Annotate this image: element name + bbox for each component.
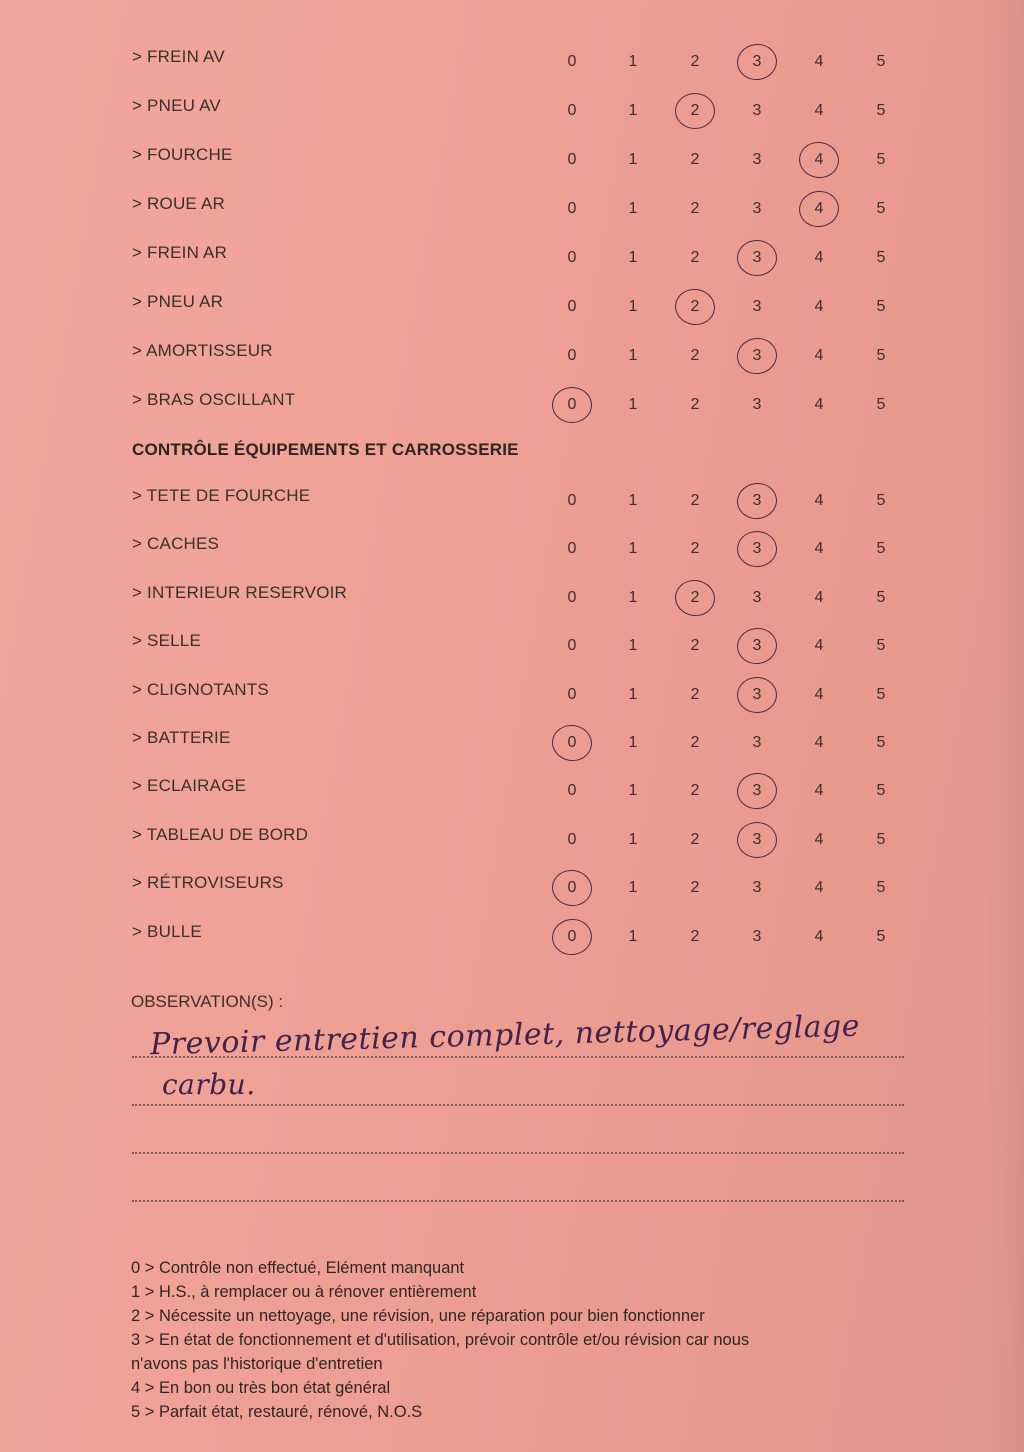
checklist-row (0, 533, 886, 565)
checklist-row (0, 921, 886, 953)
rating-score: 0 (567, 830, 577, 848)
observation-line (132, 1056, 904, 1058)
rating-score: 2 (690, 298, 700, 315)
handwritten-circle-mark (735, 771, 780, 812)
checklist-row (0, 193, 886, 225)
rating-score: 0 (567, 637, 577, 655)
checklist-item-label: > PNEU AR (132, 292, 224, 311)
rating-score: 4 (814, 151, 824, 168)
rating-score: 5 (876, 782, 886, 800)
rating-score: 1 (628, 102, 638, 119)
rating-score: 3 (752, 927, 762, 945)
rating-score: 5 (876, 200, 886, 217)
rating-score: 0 (567, 249, 577, 266)
rating-score: 3 (752, 102, 762, 119)
legend-line: 3 > En état de fonctionnement et d'utilisation, prévoir contrôle et/ou révision car nous (131, 1331, 750, 1349)
rating-score: 3 (752, 492, 762, 509)
rating-score: 0 (567, 200, 577, 217)
handwritten-circle-mark (552, 387, 592, 423)
rating-score: 1 (628, 637, 638, 655)
handwritten-circle-mark (735, 335, 780, 376)
checklist-item-label: > CLIGNOTANTS (132, 679, 269, 699)
checklist-row (0, 389, 886, 421)
rating-score: 2 (690, 200, 700, 217)
rating-score: 5 (876, 53, 886, 70)
rating-score: 4 (814, 249, 824, 266)
rating-score: 4 (814, 298, 824, 315)
handwritten-circle-mark (735, 626, 780, 667)
rating-score: 5 (876, 298, 886, 315)
rating-score: 5 (876, 151, 886, 168)
legend-line: 2 > Nécessite un nettoyage, une révision, une réparation pour bien fonctionner (131, 1307, 705, 1325)
rating-score: 0 (567, 927, 577, 945)
rating-score: 3 (752, 151, 762, 168)
rating-score: 5 (876, 637, 886, 655)
observation-line (132, 1152, 904, 1154)
checklist-item-label: > CACHES (132, 534, 220, 554)
rating-score: 0 (567, 588, 577, 606)
rating-score: 2 (690, 53, 700, 70)
handwritten-circle-mark (673, 577, 718, 618)
rating-score: 0 (567, 347, 577, 364)
checklist-row (0, 485, 886, 517)
rating-score: 2 (690, 249, 700, 266)
rating-score: 1 (628, 298, 638, 315)
rating-score: 3 (752, 637, 762, 655)
observation-line (132, 1200, 904, 1202)
checklist-item-label: > RÉTROVISEURS (132, 873, 284, 893)
rating-score: 3 (752, 685, 762, 703)
rating-score: 1 (628, 151, 638, 168)
rating-score: 1 (628, 830, 638, 848)
checklist-row (0, 582, 886, 614)
rating-score: 2 (690, 540, 700, 558)
rating-score: 4 (814, 879, 824, 897)
checklist-item-label: > FREIN AR (132, 243, 228, 262)
rating-score: 5 (876, 492, 886, 509)
checklist-row (0, 727, 886, 759)
rating-score: 1 (628, 396, 638, 413)
rating-score: 1 (628, 927, 638, 945)
rating-score: 4 (814, 396, 824, 413)
handwritten-circle-mark (797, 188, 842, 229)
rating-score: 3 (752, 734, 762, 751)
rating-score: 4 (814, 927, 824, 945)
rating-score: 4 (814, 685, 824, 703)
rating-score: 2 (690, 927, 700, 945)
checklist-row (0, 872, 886, 904)
rating-score: 4 (814, 200, 824, 217)
rating-score: 0 (567, 298, 577, 315)
rating-score: 3 (752, 540, 762, 558)
rating-legend (131, 1256, 911, 1424)
handwritten-circle-mark (675, 93, 715, 129)
rating-score: 2 (690, 830, 700, 848)
rating-score: 1 (628, 782, 638, 800)
rating-score: 0 (567, 102, 577, 119)
rating-score: 4 (814, 102, 824, 119)
legend-line: n'avons pas l'historique d'entretien (131, 1355, 383, 1373)
legend-line: 0 > Contrôle non effectué, Elément manquant (131, 1259, 465, 1277)
checklist-item-label: > AMORTISSEUR (132, 341, 273, 360)
rating-score: 5 (876, 102, 886, 119)
rating-score: 2 (690, 396, 700, 413)
rating-score: 4 (814, 734, 824, 751)
observation-label: OBSERVATION(S) : (131, 992, 284, 1011)
rating-score: 5 (876, 734, 886, 751)
checklist-row (0, 46, 886, 78)
checklist-item-label: > ROUE AR (132, 194, 225, 213)
legend-line: 1 > H.S., à remplacer ou à rénover entièrement (131, 1283, 477, 1301)
checklist-item-label: > PNEU AV (132, 96, 221, 115)
rating-score: 0 (567, 53, 577, 70)
rating-score: 2 (690, 685, 700, 703)
rating-score: 5 (876, 879, 886, 897)
rating-score: 5 (876, 540, 886, 558)
rating-score: 3 (752, 830, 762, 848)
legend-line: 4 > En bon ou très bon état général (131, 1379, 391, 1397)
checklist-item-label: > TETE DE FOURCHE (132, 486, 311, 505)
checklist-row (0, 242, 886, 274)
rating-score: 0 (567, 685, 577, 703)
section-heading: CONTRÔLE ÉQUIPEMENTS ET CARROSSERIE (132, 440, 519, 459)
rating-score: 1 (628, 685, 638, 703)
handwritten-circle-mark (550, 868, 595, 909)
handwritten-observation-line1: Prevoir entretien complet, nettoyage/reglage (149, 1008, 861, 1063)
legend-line: 5 > Parfait état, restauré, rénové, N.O.S (131, 1403, 423, 1421)
rating-score: 4 (814, 588, 824, 606)
rating-score: 1 (628, 492, 638, 509)
rating-score: 3 (752, 782, 762, 800)
handwritten-circle-mark (737, 822, 777, 858)
rating-score: 1 (628, 588, 638, 606)
handwritten-observation-line2: carbu. (162, 1068, 256, 1101)
observation-line (132, 1104, 904, 1106)
checklist-item-label: > BRAS OSCILLANT (132, 390, 296, 409)
rating-score: 4 (814, 53, 824, 70)
checklist-item-label: > FOURCHE (132, 145, 233, 164)
rating-score: 2 (690, 879, 700, 897)
checklist-row (0, 775, 886, 807)
checklist-row (0, 679, 886, 711)
rating-score: 3 (752, 249, 762, 266)
rating-score: 5 (876, 588, 886, 606)
rating-score: 0 (567, 151, 577, 168)
rating-score: 0 (567, 734, 577, 751)
rating-score: 0 (567, 492, 577, 509)
checklist-item-label: > BATTERIE (132, 728, 231, 747)
rating-score: 3 (752, 396, 762, 413)
rating-score: 1 (628, 249, 638, 266)
handwritten-circle-mark (797, 139, 842, 180)
rating-score: 3 (752, 347, 762, 364)
rating-score: 5 (876, 830, 886, 848)
rating-score: 5 (876, 347, 886, 364)
rating-score: 1 (628, 200, 638, 217)
handwritten-circle-mark (673, 286, 718, 327)
handwritten-circle-mark (737, 240, 777, 276)
checklist-row (0, 95, 886, 127)
rating-score: 3 (752, 879, 762, 897)
checklist-item-label: > ECLAIRAGE (132, 776, 247, 796)
rating-score: 3 (752, 298, 762, 315)
handwritten-circle-mark (737, 531, 777, 567)
rating-score: 3 (752, 53, 762, 70)
checklist-item-label: > SELLE (132, 631, 201, 651)
rating-score: 2 (690, 102, 700, 119)
handwritten-circle-mark (737, 677, 777, 713)
checklist-row (0, 340, 886, 372)
rating-score: 4 (814, 637, 824, 655)
rating-score: 1 (628, 540, 638, 558)
handwritten-circle-mark (550, 722, 595, 763)
checklist-row (0, 630, 886, 662)
rating-score: 2 (690, 492, 700, 509)
rating-score: 1 (628, 53, 638, 70)
rating-score: 0 (567, 782, 577, 800)
checklist-row (0, 144, 886, 176)
rating-score: 4 (814, 782, 824, 800)
handwritten-circle-mark (735, 41, 780, 82)
rating-score: 5 (876, 685, 886, 703)
rating-score: 0 (567, 396, 577, 413)
checklist-item-label: > FREIN AV (132, 47, 225, 66)
rating-score: 4 (814, 540, 824, 558)
rating-score: 0 (567, 879, 577, 897)
rating-score: 1 (628, 347, 638, 364)
rating-score: 2 (690, 347, 700, 364)
checklist-row (0, 824, 886, 856)
rating-score: 4 (814, 830, 824, 848)
handwritten-circle-mark (735, 480, 780, 521)
checklist-item-label: > TABLEAU DE BORD (132, 824, 309, 844)
rating-score: 5 (876, 396, 886, 413)
rating-score: 1 (628, 734, 638, 751)
rating-score: 2 (690, 637, 700, 655)
rating-score: 5 (876, 927, 886, 945)
checklist-item-label: > BULLE (132, 921, 202, 941)
rating-score: 2 (690, 734, 700, 751)
rating-score: 0 (567, 540, 577, 558)
rating-score: 5 (876, 249, 886, 266)
checklist-item-label: > INTERIEUR RESERVOIR (132, 582, 348, 602)
rating-score: 3 (752, 200, 762, 217)
rating-score: 2 (690, 151, 700, 168)
handwritten-circle-mark (550, 916, 595, 957)
rating-score: 3 (752, 588, 762, 606)
rating-score: 4 (814, 347, 824, 364)
rating-score: 2 (690, 782, 700, 800)
rating-score: 1 (628, 879, 638, 897)
rating-score: 4 (814, 492, 824, 509)
rating-score: 2 (690, 588, 700, 606)
checklist-row (0, 291, 886, 323)
